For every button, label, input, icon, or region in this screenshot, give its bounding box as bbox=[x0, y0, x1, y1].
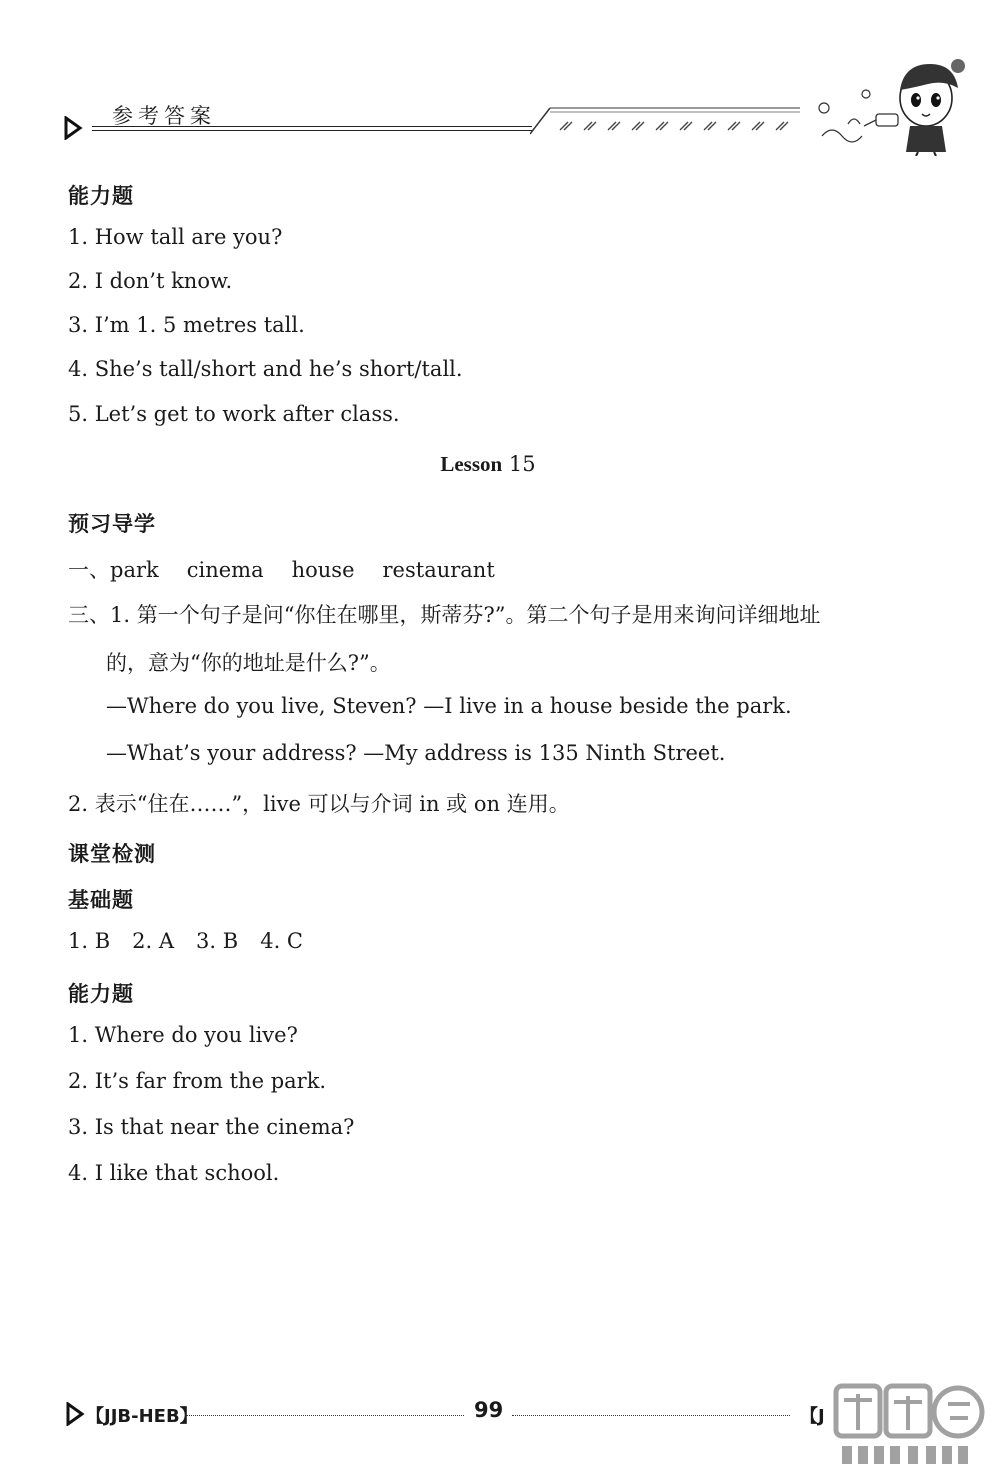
vocab-prefix: 一、 bbox=[68, 558, 110, 582]
basic-answer: 2. A bbox=[132, 929, 175, 953]
section-heading-ability: 能力题 bbox=[68, 184, 134, 208]
example-dialogue: —Where do you live, Steven? —I live in a house beside the park. bbox=[106, 694, 792, 718]
lesson-title bbox=[0, 452, 976, 477]
footer-arrow-icon bbox=[66, 1402, 86, 1426]
explanation-line: 三、1. 第一个句子是问“你住在哪里，斯蒂芬?”。第二个句子是用来询问详细地址 bbox=[68, 603, 821, 627]
answer-item: 5. Let’s get to work after class. bbox=[68, 402, 400, 426]
header-rule bbox=[92, 126, 532, 127]
lesson-number: 15 bbox=[508, 452, 536, 476]
explanation-line: 的，意为“你的地址是什么?”。 bbox=[106, 651, 391, 675]
explanation-line: 2. 表示“住在……”，live 可以与介词 in 或 on 连用。 bbox=[68, 792, 570, 816]
example-dialogue: —What’s your address? —My address is 135 Ninth Street. bbox=[106, 741, 726, 765]
answer-item: 1. How tall are you? bbox=[68, 225, 283, 249]
footer-dotted-rule bbox=[186, 1415, 464, 1416]
answer-item: 4. She’s tall/short and he’s short/tall. bbox=[68, 357, 463, 381]
answer-item: 2. It’s far from the park. bbox=[68, 1069, 327, 1093]
watermark-logo bbox=[830, 1380, 990, 1470]
answer-item: 4. I like that school. bbox=[68, 1161, 280, 1185]
section-heading-ability: 能力题 bbox=[68, 982, 134, 1006]
cartoon-girl-mascot-icon bbox=[808, 56, 968, 156]
basic-answers bbox=[68, 929, 303, 953]
header-arrow-icon bbox=[64, 116, 86, 140]
header-title: 参考答案 bbox=[112, 104, 216, 128]
footer-book-code: 【JJB-HEB】 bbox=[86, 1406, 198, 1427]
basic-answer: 1. B bbox=[68, 929, 111, 953]
watermark-text-graphic bbox=[842, 1446, 968, 1464]
vocab-word: restaurant bbox=[382, 558, 495, 582]
answer-item: 3. I’m 1. 5 metres tall. bbox=[68, 313, 305, 337]
footer-dotted-rule bbox=[512, 1415, 790, 1416]
page-number: 99 bbox=[474, 1398, 504, 1422]
section-heading-basic: 基础题 bbox=[68, 888, 134, 912]
answer-item: 1. Where do you live? bbox=[68, 1023, 298, 1047]
header-rule-thin bbox=[92, 130, 532, 131]
answer-item: 3. Is that near the cinema? bbox=[68, 1115, 355, 1139]
basic-answer: 4. C bbox=[260, 929, 303, 953]
vocab-word: park bbox=[110, 558, 159, 582]
answer-item: 2. I don’t know. bbox=[68, 269, 233, 293]
vocab-word: house bbox=[291, 558, 355, 582]
footer-book-code-right: 【J bbox=[800, 1406, 825, 1427]
basic-answer: 3. B bbox=[196, 929, 239, 953]
section-heading-classcheck: 课堂检测 bbox=[68, 842, 156, 866]
vocab-line bbox=[68, 554, 495, 584]
vocab-word: cinema bbox=[186, 558, 264, 582]
lesson-word: Lesson bbox=[440, 452, 503, 476]
section-heading-preview: 预习导学 bbox=[68, 512, 156, 536]
header-leaf-pattern-icon bbox=[530, 100, 810, 140]
